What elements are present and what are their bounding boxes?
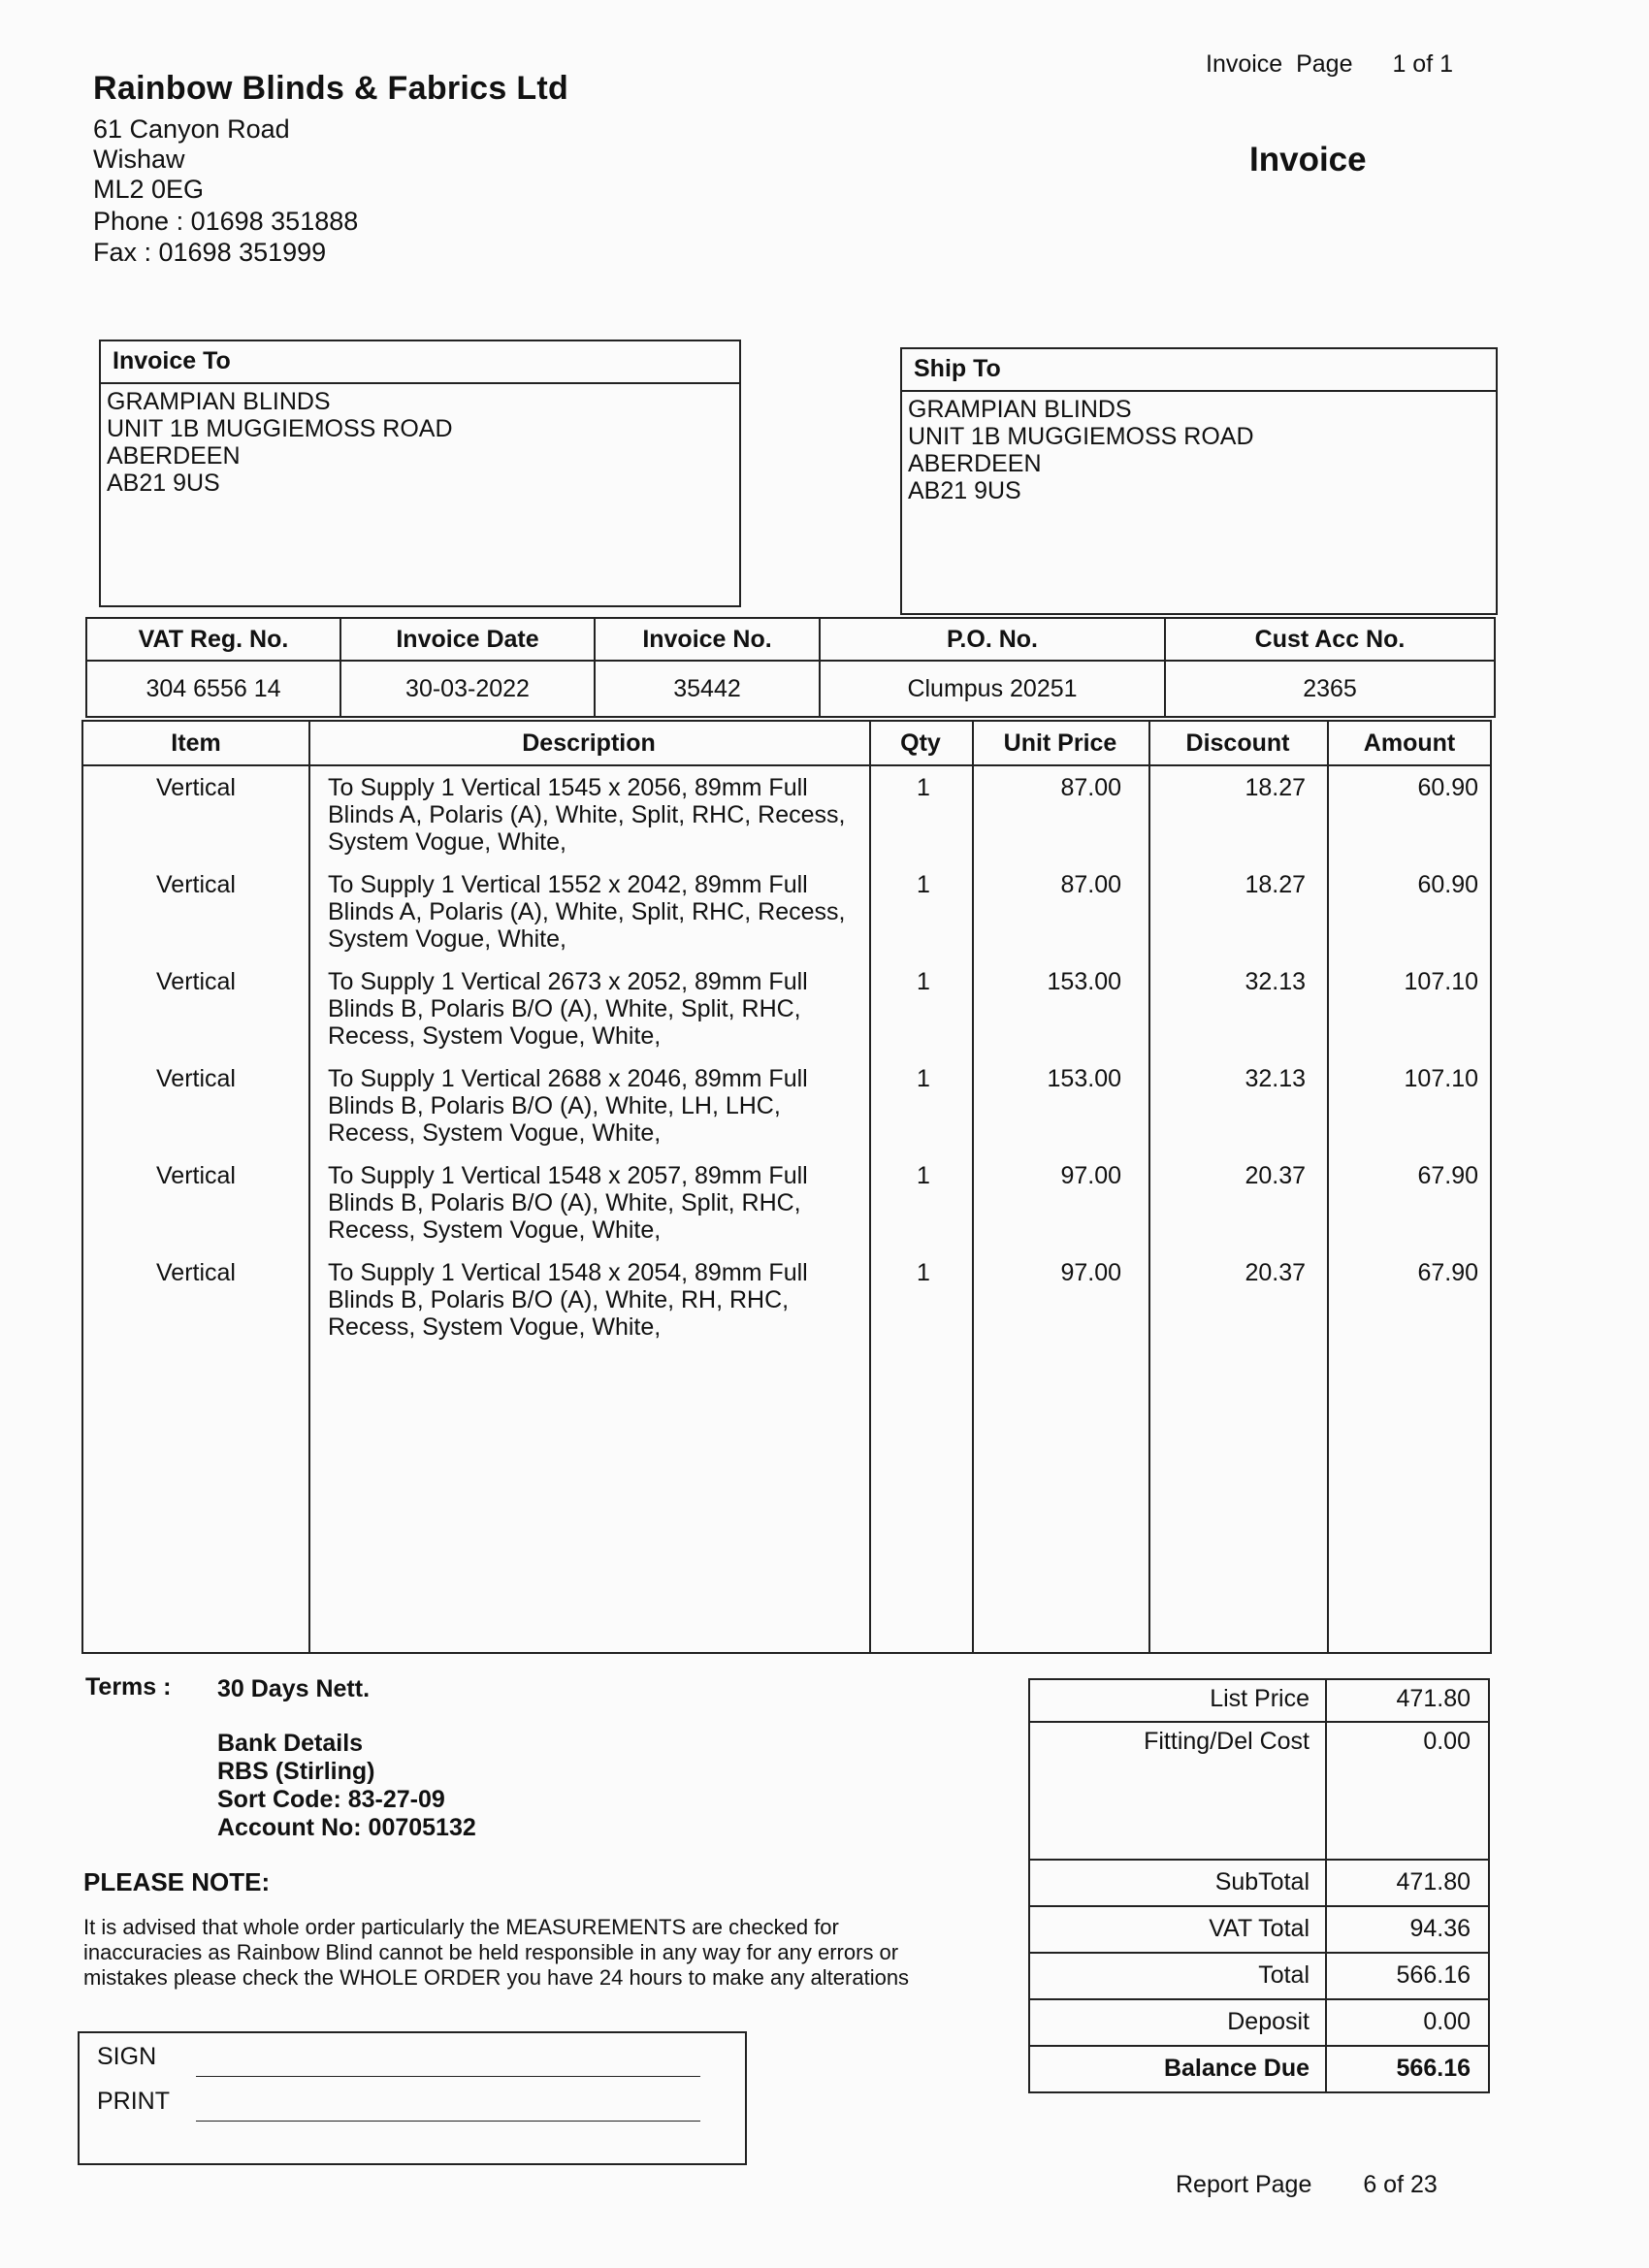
qty-cell: 1 bbox=[917, 968, 930, 995]
discount-cell: 32.13 bbox=[1245, 1065, 1306, 1092]
subtotal-row bbox=[1030, 1861, 1488, 1907]
item-cell: Vertical bbox=[156, 1065, 236, 1092]
invoice-number-header: Invoice No. bbox=[595, 618, 820, 661]
bank-name: RBS (Stirling) bbox=[217, 1758, 375, 1785]
description-line: Blinds B, Polaris B/O (A), White, Split, RHC, bbox=[328, 995, 801, 1022]
description-line: To Supply 1 Vertical 2688 x 2046, 89mm Full bbox=[328, 1065, 808, 1092]
amount-cell: 67.90 bbox=[1417, 1162, 1478, 1189]
company-address-line-1: 61 Canyon Road bbox=[93, 114, 290, 144]
signature-box bbox=[78, 2031, 747, 2165]
ship-to-box bbox=[900, 347, 1498, 615]
report-page-value: 6 of 23 bbox=[1363, 2171, 1438, 2198]
terms-label: Terms : bbox=[85, 1673, 172, 1701]
description-line: To Supply 1 Vertical 2673 x 2052, 89mm Full bbox=[328, 968, 808, 995]
description-line: System Vogue, White, bbox=[328, 828, 566, 856]
description-line: Recess, System Vogue, White, bbox=[328, 1216, 662, 1244]
deposit-label: Deposit bbox=[1030, 2000, 1327, 2045]
ship-to-heading: Ship To bbox=[902, 349, 1496, 392]
terms-value: 30 Days Nett. bbox=[217, 1675, 371, 1702]
unit-price-cell: 87.00 bbox=[1060, 774, 1121, 801]
description-line: Blinds B, Polaris B/O (A), White, Split, RHC, bbox=[328, 1189, 801, 1216]
po-number-value: Clumpus 20251 bbox=[820, 661, 1165, 717]
amount-cell: 60.90 bbox=[1417, 871, 1478, 898]
account-number: Account No: 00705132 bbox=[217, 1814, 476, 1841]
document-title: Invoice bbox=[1249, 141, 1367, 178]
item-cell: Vertical bbox=[156, 968, 236, 995]
qty-cell: 1 bbox=[917, 774, 930, 801]
po-number-header: P.O. No. bbox=[820, 618, 1165, 661]
item-cell: Vertical bbox=[156, 871, 236, 898]
table-row bbox=[83, 968, 1490, 1065]
bank-details-heading: Bank Details bbox=[217, 1730, 364, 1757]
discount-column-header: Discount bbox=[1185, 729, 1290, 757]
description-line: To Supply 1 Vertical 1548 x 2054, 89mm Full bbox=[328, 1259, 808, 1286]
ship-to-line: GRAMPIAN BLINDS bbox=[908, 396, 1132, 423]
fitting-row bbox=[1030, 1723, 1488, 1861]
totals-table bbox=[1028, 1678, 1490, 2093]
please-note-title: PLEASE NOTE: bbox=[83, 1867, 271, 1896]
list-price-value: 471.80 bbox=[1396, 1685, 1471, 1712]
qty-cell: 1 bbox=[917, 1065, 930, 1092]
description-line: Blinds A, Polaris (A), White, Split, RHC, Recess, bbox=[328, 898, 846, 925]
company-phone: Phone : 01698 351888 bbox=[93, 207, 359, 236]
deposit-row bbox=[1030, 2000, 1488, 2047]
description-cell bbox=[328, 1065, 871, 1147]
invoice-page-indicator bbox=[1206, 50, 1453, 79]
description-line: Blinds B, Polaris B/O (A), White, LH, LHC, bbox=[328, 1092, 781, 1119]
report-page-label: Report Page bbox=[1176, 2171, 1312, 2198]
balance-due-row bbox=[1030, 2047, 1488, 2091]
total-row bbox=[1030, 1954, 1488, 2000]
description-cell bbox=[328, 1162, 871, 1244]
subtotal-value: 471.80 bbox=[1396, 1868, 1471, 1895]
table-row bbox=[83, 1162, 1490, 1259]
ship-to-address bbox=[902, 392, 1496, 508]
discount-cell: 32.13 bbox=[1245, 968, 1306, 995]
balance-due-value: 566.16 bbox=[1396, 2055, 1471, 2082]
qty-cell: 1 bbox=[917, 1162, 930, 1189]
unit-price-cell: 87.00 bbox=[1060, 871, 1121, 898]
print-line[interactable] bbox=[196, 2121, 700, 2122]
sort-code: Sort Code: 83-27-09 bbox=[217, 1786, 445, 1813]
description-cell bbox=[328, 871, 871, 953]
description-line: Recess, System Vogue, White, bbox=[328, 1022, 662, 1050]
total-label: Total bbox=[1030, 1954, 1327, 1998]
unit-price-cell: 153.00 bbox=[1047, 1065, 1121, 1092]
report-page-indicator bbox=[1176, 2171, 1438, 2199]
fitting-label: Fitting/Del Cost bbox=[1030, 1723, 1327, 1859]
ship-to-line: AB21 9US bbox=[908, 477, 1021, 504]
subtotal-label: SubTotal bbox=[1030, 1861, 1327, 1905]
description-line: Recess, System Vogue, White, bbox=[328, 1119, 662, 1147]
amount-cell: 60.90 bbox=[1417, 774, 1478, 801]
item-cell: Vertical bbox=[156, 1162, 236, 1189]
description-line: To Supply 1 Vertical 1552 x 2042, 89mm Full bbox=[328, 871, 808, 898]
list-price-row bbox=[1030, 1680, 1488, 1723]
vat-reg-value: 304 6556 14 bbox=[86, 661, 340, 717]
item-column-header: Item bbox=[171, 729, 221, 757]
table-row bbox=[83, 1259, 1490, 1356]
fitting-value: 0.00 bbox=[1423, 1728, 1471, 1755]
company-name: Rainbow Blinds & Fabrics Ltd bbox=[93, 70, 569, 107]
description-line: Blinds A, Polaris (A), White, Split, RHC, Recess, bbox=[328, 801, 846, 828]
description-line: Blinds B, Polaris B/O (A), White, RH, RHC, bbox=[328, 1286, 790, 1313]
amount-cell: 67.90 bbox=[1417, 1259, 1478, 1286]
description-line: To Supply 1 Vertical 1548 x 2057, 89mm Full bbox=[328, 1162, 808, 1189]
qty-cell: 1 bbox=[917, 1259, 930, 1286]
note-line: mistakes please check the WHOLE ORDER you have 24 hours to make any alterations bbox=[83, 1965, 910, 1990]
vat-row bbox=[1030, 1907, 1488, 1954]
amount-cell: 107.10 bbox=[1404, 1065, 1478, 1092]
description-cell bbox=[328, 1259, 871, 1341]
item-cell: Vertical bbox=[156, 1259, 236, 1286]
description-cell bbox=[328, 968, 871, 1050]
sign-label: SIGN bbox=[97, 2043, 157, 2070]
note-line: It is advised that whole order particularly the MEASUREMENTS are checked for bbox=[83, 1915, 839, 1939]
cust-acc-value: 2365 bbox=[1165, 661, 1495, 717]
unit-price-cell: 97.00 bbox=[1060, 1162, 1121, 1189]
invoice-to-address bbox=[101, 384, 739, 501]
invoice-to-line: GRAMPIAN BLINDS bbox=[107, 388, 331, 415]
deposit-value: 0.00 bbox=[1423, 2008, 1471, 2035]
invoice-to-line: AB21 9US bbox=[107, 470, 220, 497]
please-note-text bbox=[83, 1915, 976, 1991]
amount-cell: 107.10 bbox=[1404, 968, 1478, 995]
ship-to-line: ABERDEEN bbox=[908, 450, 1042, 477]
invoice-to-line: UNIT 1B MUGGIEMOSS ROAD bbox=[107, 415, 453, 442]
unit-price-cell: 153.00 bbox=[1047, 968, 1121, 995]
cust-acc-header: Cust Acc No. bbox=[1165, 618, 1495, 661]
print-label: PRINT bbox=[97, 2088, 170, 2115]
sign-line[interactable] bbox=[196, 2076, 700, 2077]
line-items-table bbox=[81, 720, 1492, 1654]
note-line: inaccuracies as Rainbow Blind cannot be held responsible in any way for any errors or bbox=[83, 1940, 899, 1964]
item-cell: Vertical bbox=[156, 774, 236, 801]
invoice-page-label: Invoice Page bbox=[1206, 50, 1353, 78]
vat-reg-header: VAT Reg. No. bbox=[86, 618, 340, 661]
discount-cell: 18.27 bbox=[1245, 871, 1306, 898]
company-address-line-2: Wishaw bbox=[93, 145, 185, 174]
invoice-page-value: 1 of 1 bbox=[1392, 50, 1454, 78]
invoice-to-box bbox=[99, 340, 741, 607]
invoice-to-line: ABERDEEN bbox=[107, 442, 241, 470]
balance-due-label: Balance Due bbox=[1030, 2047, 1327, 2091]
invoice-date-header: Invoice Date bbox=[340, 618, 595, 661]
company-fax: Fax : 01698 351999 bbox=[93, 238, 327, 267]
total-value: 566.16 bbox=[1396, 1961, 1471, 1989]
discount-cell: 20.37 bbox=[1245, 1162, 1306, 1189]
ship-to-line: UNIT 1B MUGGIEMOSS ROAD bbox=[908, 423, 1254, 450]
amount-column-header: Amount bbox=[1363, 729, 1456, 757]
description-line: Recess, System Vogue, White, bbox=[328, 1313, 662, 1341]
table-row bbox=[83, 871, 1490, 968]
table-row bbox=[83, 774, 1490, 871]
table-row bbox=[83, 1065, 1490, 1162]
invoice-to-heading: Invoice To bbox=[101, 341, 739, 384]
company-address-line-3: ML2 0EG bbox=[93, 175, 205, 204]
description-line: System Vogue, White, bbox=[328, 925, 566, 953]
qty-column-header: Qty bbox=[900, 729, 941, 757]
description-column-header: Description bbox=[522, 729, 656, 757]
vat-label: VAT Total bbox=[1030, 1907, 1327, 1952]
description-cell bbox=[328, 774, 871, 856]
discount-cell: 20.37 bbox=[1245, 1259, 1306, 1286]
invoice-info-table bbox=[85, 617, 1496, 718]
list-price-label: List Price bbox=[1030, 1680, 1327, 1721]
description-line: To Supply 1 Vertical 1545 x 2056, 89mm Full bbox=[328, 774, 808, 801]
discount-cell: 18.27 bbox=[1245, 774, 1306, 801]
unit-price-cell: 97.00 bbox=[1060, 1259, 1121, 1286]
vat-value: 94.36 bbox=[1409, 1915, 1471, 1942]
qty-cell: 1 bbox=[917, 871, 930, 898]
unit-price-column-header: Unit Price bbox=[1003, 729, 1117, 757]
invoice-number-value: 35442 bbox=[595, 661, 820, 717]
invoice-date-value: 30-03-2022 bbox=[340, 661, 595, 717]
